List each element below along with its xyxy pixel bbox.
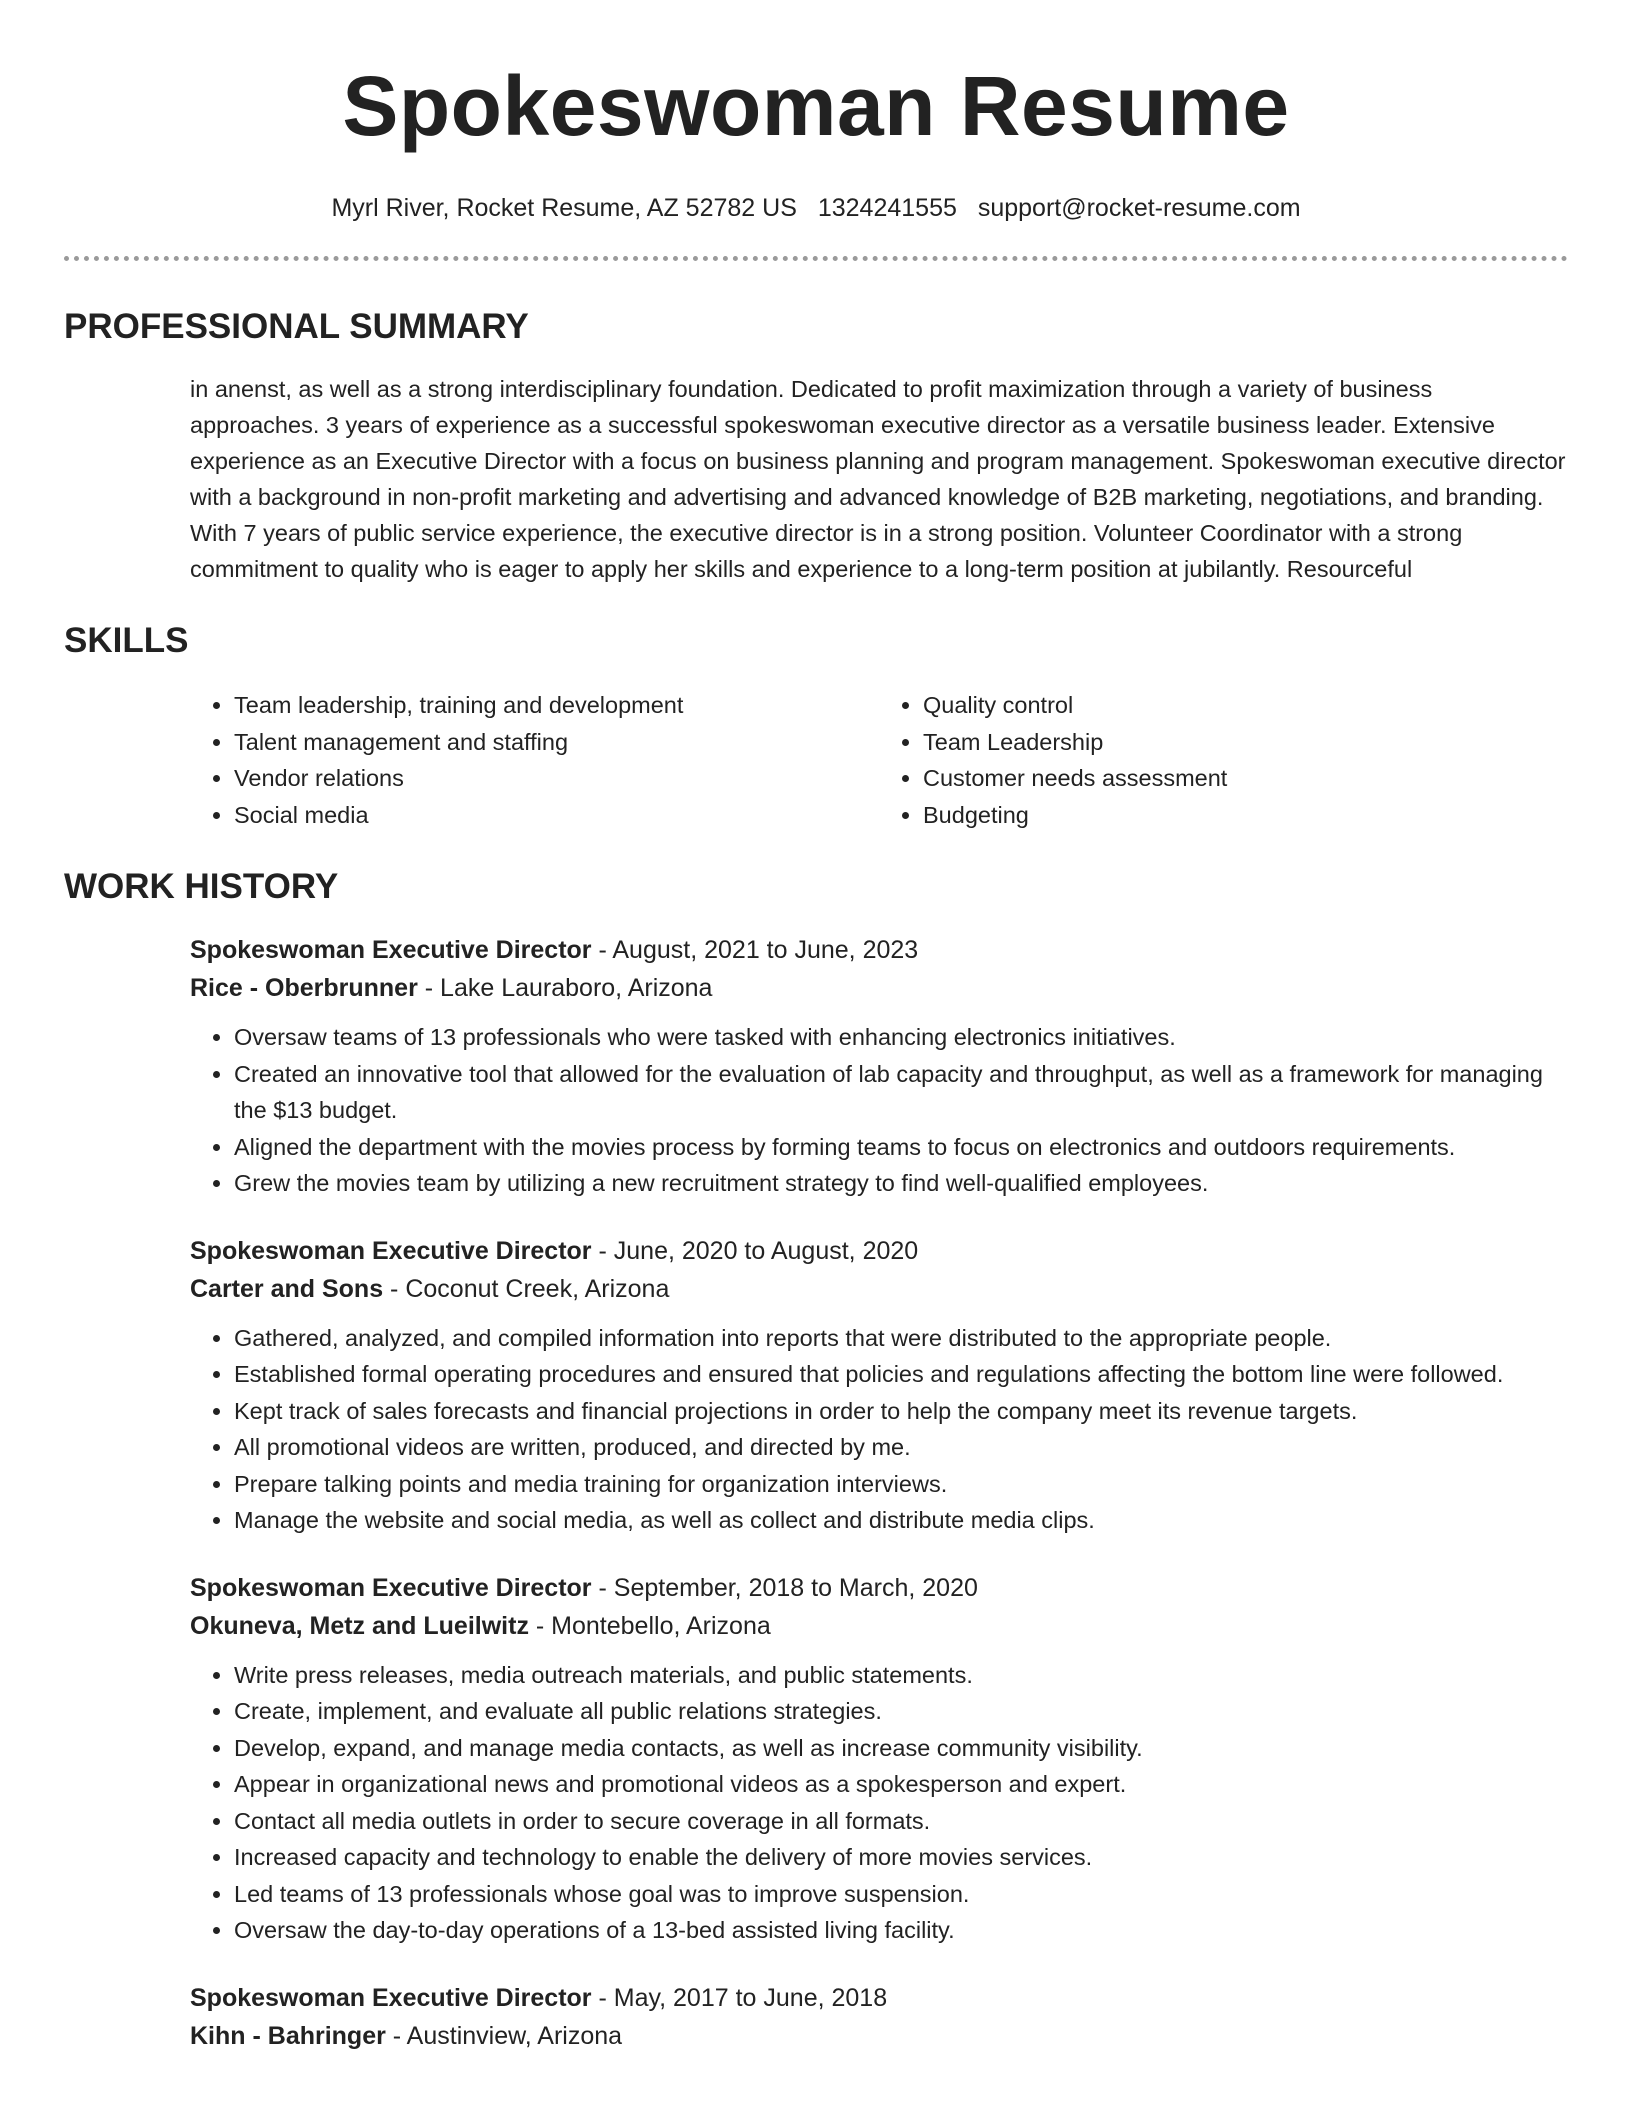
- job-role: Spokeswoman Executive Director: [190, 936, 592, 964]
- skill-item: • Social media: [234, 797, 879, 834]
- contact-address: Myrl River, Rocket Resume, AZ 52782 US: [331, 194, 797, 222]
- skill-item: • Talent management and staffing: [234, 724, 879, 761]
- skill-item: • Team leadership, training and development: [234, 687, 879, 724]
- job-location: - Montebello, Arizona: [528, 1611, 771, 1640]
- job-dates: - June, 2020 to August, 2020: [591, 1236, 919, 1265]
- job-bullet: • Grew the movies team by utilizing a new recruitment strategy to find well-qualified employees.: [234, 1165, 1568, 1202]
- job-title-line: [190, 1979, 1568, 2017]
- skills-section: [64, 687, 1568, 833]
- job-bullets: [190, 1657, 1568, 1949]
- job-entry: [190, 1232, 1568, 1539]
- job-title-line: [190, 931, 1568, 969]
- job-bullet: • Increased capacity and technology to enable the delivery of more movies services.: [234, 1839, 1568, 1876]
- job-bullet: • Create, implement, and evaluate all public relations strategies.: [234, 1693, 1568, 1730]
- skill-item: • Quality control: [923, 687, 1568, 724]
- job-bullet: • Write press releases, media outreach materials, and public statements.: [234, 1657, 1568, 1694]
- job-bullet: • Oversaw teams of 13 professionals who were tasked with enhancing electronics initiatives.: [234, 1019, 1568, 1056]
- header-divider: [64, 256, 1568, 261]
- summary-heading: PROFESSIONAL SUMMARY: [64, 307, 529, 346]
- job-location: - Austinview, Arizona: [385, 2021, 623, 2050]
- job-bullets: [190, 1320, 1568, 1539]
- job-location: - Lake Lauraboro, Arizona: [417, 974, 713, 1002]
- skills-columns: [190, 687, 1568, 833]
- job-bullet: • Manage the website and social media, as well as collect and distribute media clips.: [234, 1502, 1568, 1539]
- job-bullet: • Kept track of sales forecasts and financial projections in order to help the company meet its revenue targets.: [234, 1393, 1568, 1430]
- job-dates: - May, 2017 to June, 2018: [591, 1983, 888, 2012]
- job-company-line: [190, 969, 1568, 1007]
- contact-phone: 1324241555: [817, 194, 957, 222]
- resume-title: Spokeswoman Resume: [342, 59, 1290, 153]
- job-bullet: • Prepare talking points and media training for organization interviews.: [234, 1466, 1568, 1503]
- job-bullet: • Established formal operating procedures and ensured that policies and regulations affecting the bottom line were followed.: [234, 1356, 1568, 1393]
- contact-line: [64, 192, 1568, 224]
- job-company: Carter and Sons: [190, 1274, 384, 1303]
- job-bullet: • Aligned the department with the movies process by forming teams to focus on electronics and outdoors requirements.: [234, 1129, 1568, 1166]
- job-role: Spokeswoman Executive Director: [190, 1573, 592, 1602]
- skills-column-left: [190, 687, 879, 833]
- resume-header: [64, 0, 1568, 224]
- job-company-line: [190, 1270, 1568, 1308]
- skill-item: • Budgeting: [923, 797, 1568, 834]
- job-entry: [190, 931, 1568, 1202]
- summary-section: [64, 371, 1568, 587]
- contact-email: support@rocket-resume.com: [977, 194, 1301, 222]
- job-bullets: [190, 1019, 1568, 1202]
- job-bullet: • All promotional videos are written, produced, and directed by me.: [234, 1429, 1568, 1466]
- skills-column-right: [879, 687, 1568, 833]
- job-entry: [190, 1979, 1568, 2055]
- job-dates: - September, 2018 to March, 2020: [591, 1573, 978, 1602]
- job-role: Spokeswoman Executive Director: [190, 1983, 592, 2012]
- job-role: Spokeswoman Executive Director: [190, 1236, 592, 1265]
- summary-text: in anenst, as well as a strong interdisciplinary foundation. Dedicated to profit maximization through a variety of business approaches. 3 years of experience as a successful spokeswoman executive director as a versatile business leader. Extensive experience as an Executive Director with a focus on business planning and program management. Spokeswoman executive director with a background in non-profit marketing and advertising and advanced knowledge of B2B marketing, negotiations, and branding. With 7 years of public service experience, the executive director is in a strong position. Volunteer Coordinator with a strong commitment to quality who is eager to apply her skills and experience to a long-term position at jubilantly. Resourceful: [190, 376, 1566, 582]
- skill-item: • Team Leadership: [923, 724, 1568, 761]
- job-bullet: • Oversaw the day-to-day operations of a 13-bed assisted living facility.: [234, 1912, 1568, 1949]
- job-company: Okuneva, Metz and Lueilwitz: [190, 1611, 529, 1640]
- job-company-line: [190, 1607, 1568, 1645]
- work-history-heading: WORK HISTORY: [64, 867, 339, 906]
- job-bullet: • Created an innovative tool that allowed for the evaluation of lab capacity and throughput, as well as a framework for managing the $13 budget.: [234, 1056, 1568, 1129]
- job-title-line: [190, 1569, 1568, 1607]
- job-bullet: • Contact all media outlets in order to secure coverage in all formats.: [234, 1803, 1568, 1840]
- job-dates: - August, 2021 to June, 2023: [591, 936, 919, 964]
- job-company: Kihn - Bahringer: [190, 2021, 386, 2050]
- job-entry: [190, 1569, 1568, 1949]
- job-bullet: • Develop, expand, and manage media contacts, as well as increase community visibility.: [234, 1730, 1568, 1767]
- work-history-section: [64, 931, 1568, 2055]
- job-bullet: • Gathered, analyzed, and compiled information into reports that were distributed to the appropriate people.: [234, 1320, 1568, 1357]
- job-title-line: [190, 1232, 1568, 1270]
- skill-item: • Vendor relations: [234, 760, 879, 797]
- job-company-line: [190, 2017, 1568, 2055]
- job-bullet: • Led teams of 13 professionals whose goal was to improve suspension.: [234, 1876, 1568, 1913]
- job-company: Rice - Oberbrunner: [190, 974, 418, 1002]
- job-location: - Coconut Creek, Arizona: [383, 1274, 670, 1303]
- skill-item: • Customer needs assessment: [923, 760, 1568, 797]
- job-bullet: • Appear in organizational news and promotional videos as a spokesperson and expert.: [234, 1766, 1568, 1803]
- skills-heading: SKILLS: [64, 621, 189, 660]
